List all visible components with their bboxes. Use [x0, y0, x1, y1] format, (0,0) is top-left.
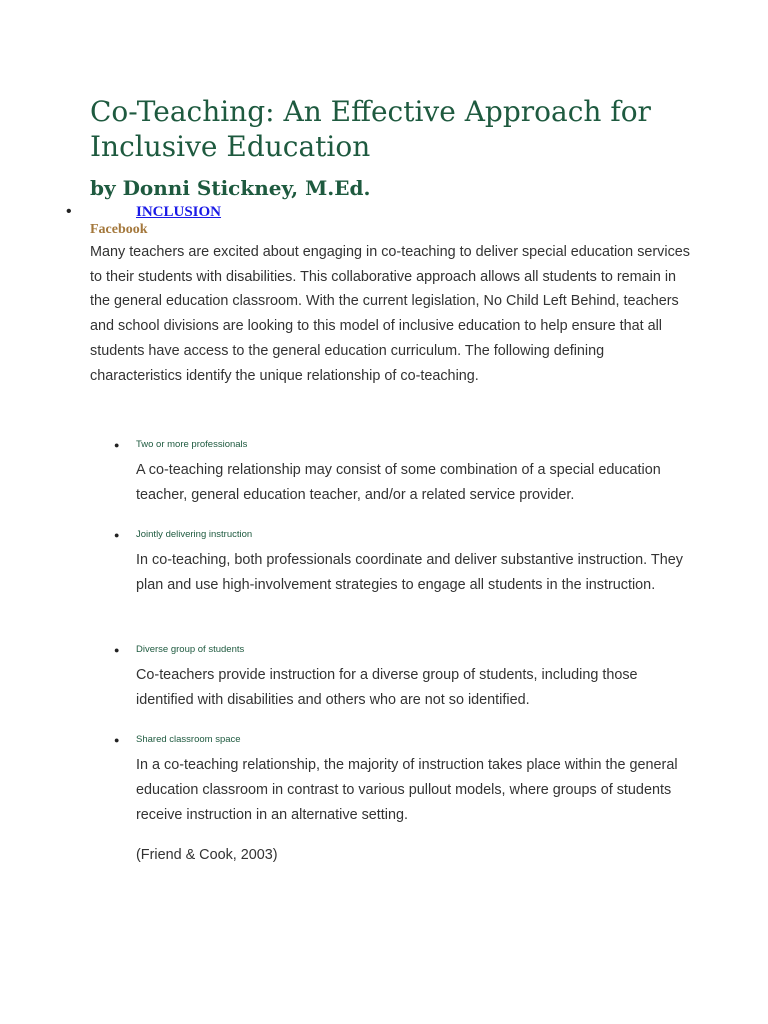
bullet-icon: ●	[114, 440, 120, 450]
article-title: Co-Teaching: An Effective Approach for Inclusive Education	[90, 95, 651, 163]
category-bullet-icon: •	[66, 203, 72, 220]
category-link-inclusion[interactable]: INCLUSION	[136, 204, 222, 220]
characteristic-heading	[114, 529, 696, 541]
characteristic-heading-text: Jointly delivering instruction	[136, 529, 253, 540]
characteristic-description: A co-teaching relationship may consist of some combination of a special education teacher, general education teacher, and/or a related service provider.	[136, 462, 661, 503]
characteristic-item	[114, 439, 696, 508]
characteristic-description: Co-teachers provide instruction for a diverse group of students, including those identified with disabilities and others who are not so identified.	[136, 667, 638, 708]
characteristic-item	[114, 529, 696, 598]
bullet-icon: ●	[114, 530, 120, 540]
article-byline: by Donni Stickney, M.Ed.	[90, 176, 371, 200]
characteristic-description: In a co-teaching relationship, the majority of instruction takes place within the general education classroom in contrast to various pullout models, where groups of students receive instruction in an alternative setting.	[136, 757, 678, 823]
characteristic-heading	[114, 644, 696, 656]
bullet-icon: ●	[114, 645, 120, 655]
characteristic-heading-text: Diverse group of students	[136, 644, 245, 655]
bullet-icon: ●	[114, 735, 120, 745]
characteristic-item	[114, 734, 696, 827]
facebook-share-label[interactable]: Facebook	[90, 222, 148, 237]
characteristic-item	[114, 644, 696, 713]
characteristic-heading-text: Shared classroom space	[136, 734, 241, 745]
characteristic-description: In co-teaching, both professionals coordinate and deliver substantive instruction. They plan and use high-involvement strategies to engage all students in the instruction.	[136, 552, 683, 593]
citation: (Friend & Cook, 2003)	[136, 847, 278, 863]
intro-paragraph: Many teachers are excited about engaging in co-teaching to deliver special education services to their students with disabilities. This collaborative approach allows all students to remain in the general education classroom. With the current legislation, No Child Left Behind, teachers and school divisions are looking to this model of inclusive education to help ensure that all students have access to the general education curriculum. The following defining characteristics identify the unique relationship of co-teaching.	[90, 244, 690, 384]
characteristic-heading-text: Two or more professionals	[136, 439, 248, 450]
characteristic-heading	[114, 734, 696, 746]
characteristic-heading	[114, 439, 696, 451]
